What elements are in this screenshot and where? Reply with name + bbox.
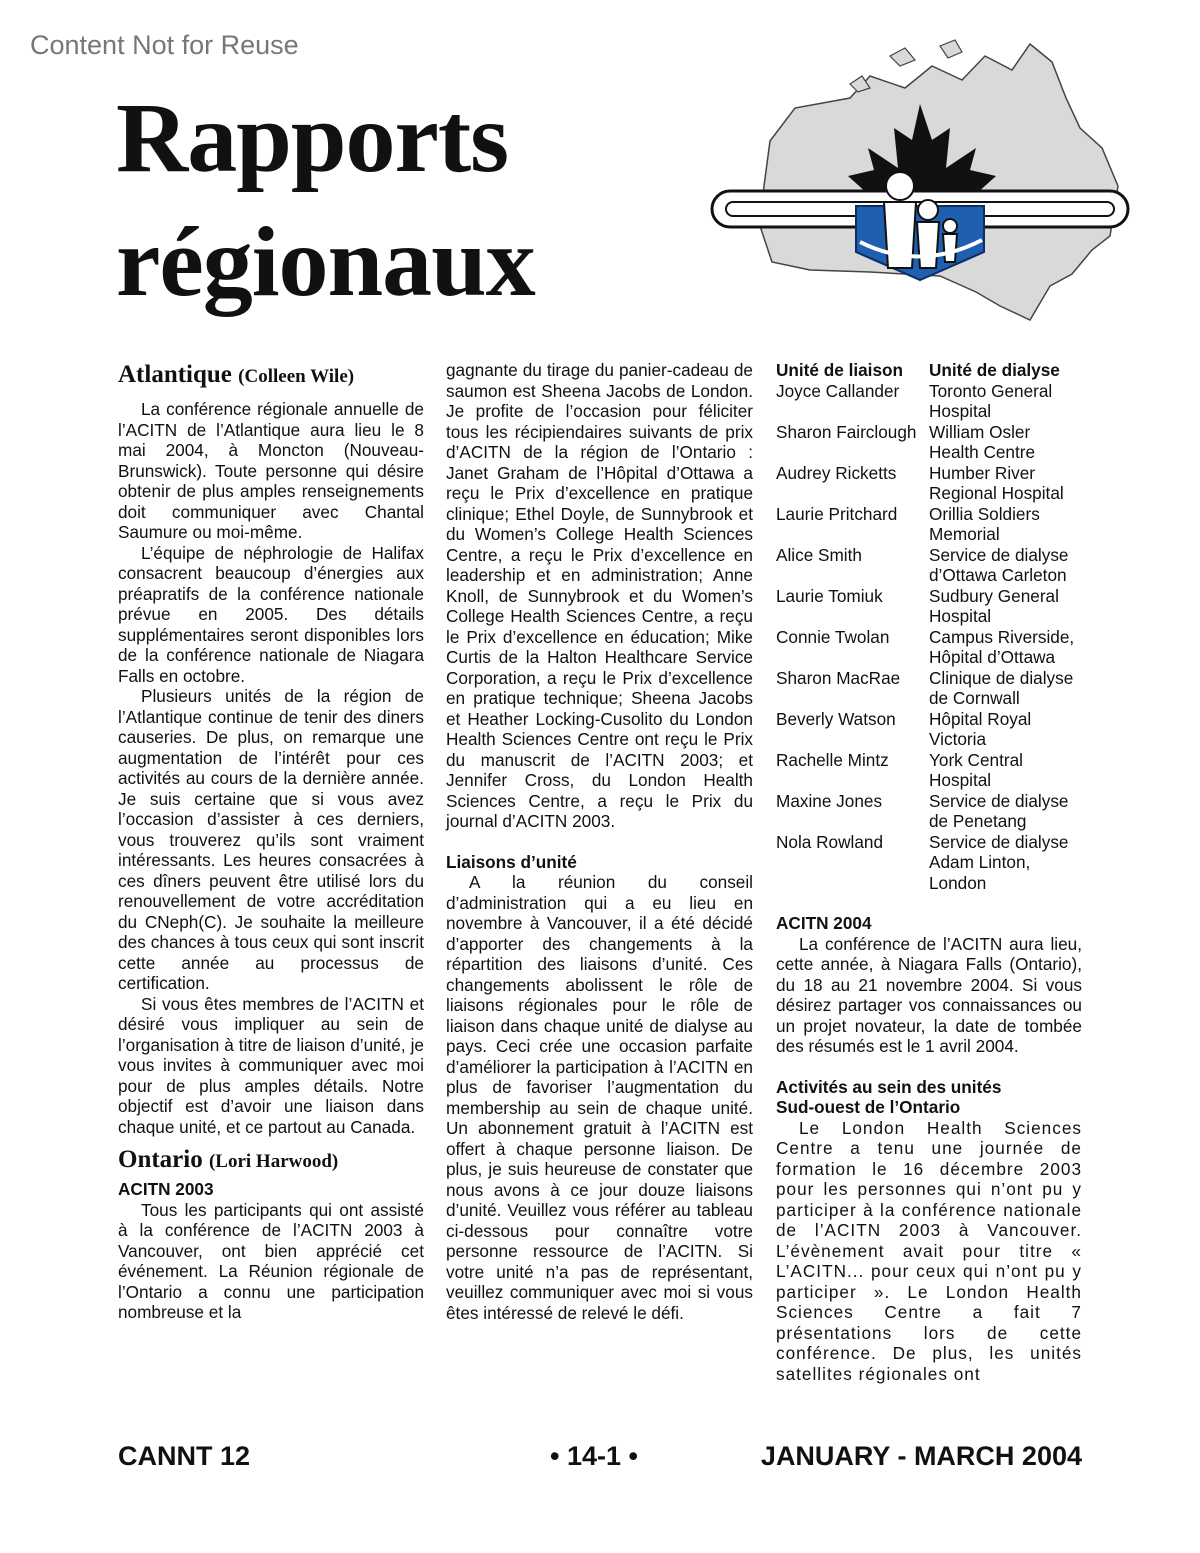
- figure-head-small: [943, 219, 957, 233]
- section-heading-ontario: [118, 1145, 424, 1177]
- liaison-name: Sharon Fairclough: [776, 421, 917, 442]
- subheading-liaisons: Liaisons d’unité: [446, 851, 577, 872]
- region-author: (Colleen Wile): [238, 366, 355, 387]
- dialysis-unit: Service de dialyse d’Ottawa Carleton: [929, 544, 1069, 585]
- dialysis-unit: Campus Riverside, Hôpital d’Ottawa: [929, 626, 1075, 667]
- title-line-2: régionaux: [116, 206, 535, 317]
- liaison-table: [776, 360, 1082, 893]
- footer-journal: CANNT 12: [118, 1441, 251, 1471]
- table-row: [776, 463, 1082, 504]
- paragraph-continued: gagnante du tirage du panier-cadeau de saumon est Sheena Jacobs de London. Je profite de l’occasion pour féliciter tous les récipiendaires suivants de prix d’ACITN de la région de l’Ontario : Janet Graham de l’Hôpital d’Ottawa a reçu le Prix d’excellence en pratique clinique; Ethel Doyle, de Sunnybrook et du Women’s College Health Sciences Centre, a reçu le Prix d’excellence en leadership et en administration; Anne Knoll, de Sunnybrook et du Women’s College Health Sciences Centre, a reçu le Prix d’excellence en éducation; Mike Curtis de la Halton Healthcare Service Corporation, a reçu le Prix d’excellence en pratique technique; Sheena Jacobs et Heather Locking-Cusolito du London Health Sciences Centre ont reçu le Prix du manuscrit de l’ACITN 2003; et Jennifer Cross, du London Health Sciences Centre, a reçu le Prix du journal d’ACITN 2003.: [446, 360, 753, 831]
- dialysis-unit: Toronto General Hospital: [929, 380, 1053, 421]
- paragraph: L’équipe de néphrologie de Halifax consacrent beaucoup d’énergies aux préapratifs de la conférence nationale prévue en 2005. Des détails supplémentaires seront disponibles lors de la conférence nationale de Niagara Falls en octobre.: [118, 542, 424, 686]
- liaison-name: Maxine Jones: [776, 790, 883, 811]
- liaison-name: Joyce Callander: [776, 380, 900, 401]
- column-1: [118, 360, 424, 1323]
- dialysis-unit: Clinique de dialyse de Cornwall: [929, 667, 1074, 708]
- figure-head-large: [886, 172, 914, 200]
- table-row: [776, 750, 1082, 791]
- dialysis-unit: Sudbury General Hospital: [929, 585, 1059, 626]
- table-row: [776, 791, 1082, 832]
- dialysis-unit: Humber River Regional Hospital: [929, 462, 1064, 503]
- paragraph: Si vous êtes membres de l’ACITN et désiré vous impliquer au sein de l’organisation à titre de liaison d’unité, je vous invites à communiquer avec moi pour de plus amples détails. Notre objectif est d’avoir une liaison dans chaque unité, et ce partout au Canada.: [118, 993, 424, 1137]
- table-row: [776, 709, 1082, 750]
- region-name: Ontario: [118, 1146, 203, 1173]
- column-2: [446, 360, 753, 1323]
- subheading-activites: Activités au sein des unités: [776, 1076, 1002, 1097]
- paragraph-activites: Le London Health Sciences Centre a tenu une journée de formation le 16 décembre 2003 pour les personnes qui n’ont pu y participer à la conférence nationale de l’ACITN 2003 à Vancouver. L’évènement avait pour titre « L’ACITN... pour ceux qui n’ont pu y participer ». Le London Health Sciences Centre a fait 7 présentations lors de cette conférence. De plus, les unités satellites régionales ont: [776, 1117, 1082, 1384]
- figure-body-small: [943, 234, 957, 262]
- column-header: Unité de dialyse: [929, 360, 1060, 380]
- column-header: Unité de liaison: [776, 360, 904, 380]
- title-line-1: Rapports: [116, 82, 509, 193]
- liaison-name: Beverly Watson: [776, 708, 896, 729]
- dialysis-unit: Service de dialyse Adam Linton, London: [929, 831, 1069, 893]
- region-author: (Lori Harwood): [208, 1151, 339, 1172]
- paragraph-acitn-2003: Tous les participants qui ont assisté à la conférence de l’ACITN 2003 à Vancouver, ont bien apprécié cet événement. La Réunion régionale de l’Ontario a connu une participation nombreuse et la: [118, 1199, 424, 1322]
- watermark: Content Not for Reuse: [30, 30, 299, 60]
- subheading-sud-ouest: Sud-ouest de l’Ontario: [776, 1097, 961, 1117]
- table-row: [776, 668, 1082, 709]
- dialysis-unit: Hôpital Royal Victoria: [929, 708, 1032, 749]
- column-3: [776, 360, 1082, 1384]
- liaison-name: Connie Twolan: [776, 626, 890, 647]
- table-row: [776, 381, 1082, 422]
- liaison-name: Nola Rowland: [776, 831, 884, 852]
- liaison-name: Audrey Ricketts: [776, 462, 897, 483]
- footer-page-number: • 14-1 •: [550, 1441, 638, 1471]
- table-row: [776, 545, 1082, 586]
- liaison-name: Sharon MacRae: [776, 667, 901, 688]
- paragraph: La conférence régionale annuelle de l’ACITN de l’Atlantique aura lieu le 8 mai 2004, à Moncton (Nouveau-Brunswick). Toute personne qui désire obtenir de plus amples renseignements doit communiquer avec Chantal Saumure ou moi-même.: [118, 399, 424, 542]
- dialysis-unit: Orillia Soldiers Memorial: [929, 503, 1040, 544]
- page-title: [116, 76, 535, 324]
- table-row: [776, 627, 1082, 668]
- table-header-row: [776, 360, 1082, 381]
- dialysis-unit: Service de dialyse de Penetang: [929, 790, 1069, 831]
- liaison-name: Rachelle Mintz: [776, 749, 889, 770]
- canada-map-logo: [700, 36, 1140, 336]
- table-row: [776, 422, 1082, 463]
- paragraph-liaisons: A la réunion du conseil d’administration qui a eu lieu en novembre à Vancouver, il a été décidé d’apporter des changements à la répartition des liaisons d’unité. Ces changements abolissent le rôle de liaisons régionales pour le rôle de liaison dans chaque unité de dialyse au pays. Ceci crée une occasion parfaite d’améliorer la participation à l’ACITN en plus de favoriser l’augmentation du membership au sein de chaque unité. Un abonnement gratuit à l’ACITN est offert à chaque personne liaison. De plus, je suis heureuse de constater que nous avons à ce jour douze liaisons d’unité. Veuillez vous référer au tableau ci-dessous pour connaître votre personne ressource de l’ACITN. Si votre unité n’a pas de représentant, veuillez communiquer avec moi si vous êtes intéressé de relevé le défi.: [446, 872, 753, 1323]
- dialysis-unit: William Osler Health Centre: [929, 421, 1036, 462]
- liaison-table-body: [776, 381, 1082, 894]
- section-heading-atlantique: [118, 360, 424, 392]
- dialysis-unit: York Central Hospital: [929, 749, 1023, 790]
- paragraph: Plusieurs unités de la région de l’Atlantique continue de tenir des diners causeries. De plus, on remarque une augmentation de l’intérêt pour ces activités au cours de la dernière année. Je suis certaine que si vous avez l’occasion d’assister à ces derniers, vous trouverez qu’ils sont vraiment intéressants. Les heures consacrées à ces dîners peuvent être utilisé lors du renouvellement de votre accréditation du CNeph(C). Je souhaite la meilleure des chances à tous ceux qui sont inscrit cette année au processus de certification.: [118, 686, 424, 993]
- liaison-name: Laurie Tomiuk: [776, 585, 883, 606]
- table-row: [776, 832, 1082, 894]
- table-row: [776, 586, 1082, 627]
- region-name: Atlantique: [118, 361, 232, 388]
- figure-head-medium: [918, 200, 938, 220]
- subheading-acitn-2004: ACITN 2004: [776, 913, 872, 933]
- paragraph-acitn-2004: La conférence de l’ACITN aura lieu, cette année, à Niagara Falls (Ontario), du 18 au 21 novembre 2004. Si vous désirez partager vos connaissances ou un projet novateur, la date de tombée des résumés est le 1 avril 2004.: [776, 933, 1082, 1056]
- figure-body-medium: [917, 222, 939, 268]
- footer-date: JANUARY - MARCH 2004: [760, 1441, 1082, 1471]
- table-row: [776, 504, 1082, 545]
- subheading-acitn-2003: ACITN 2003: [118, 1179, 214, 1199]
- liaison-name: Alice Smith: [776, 544, 862, 565]
- liaison-name: Laurie Pritchard: [776, 503, 898, 524]
